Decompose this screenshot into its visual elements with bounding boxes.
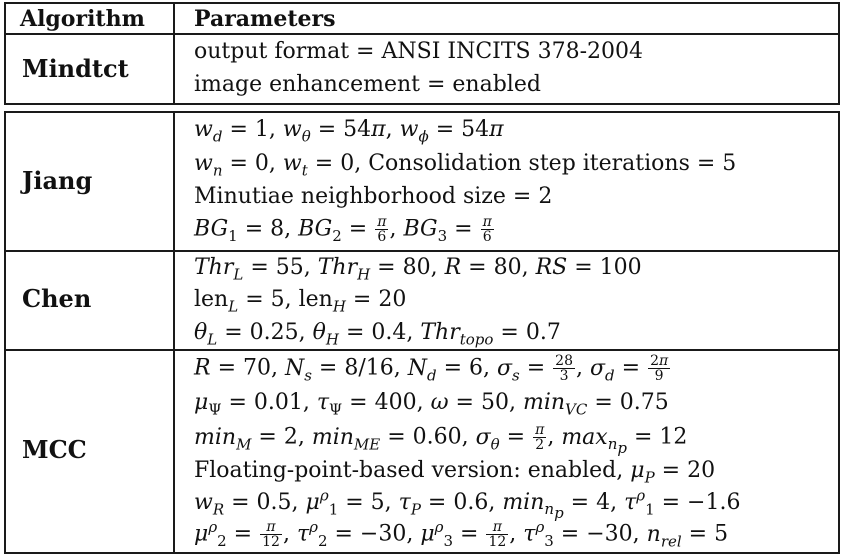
- mindtct-param-2: image enhancement = enabled: [194, 72, 541, 97]
- chen-param-3: $\theta_L = 0.25$, $\theta_H = 0.4$, Thr$_{topo}$ = 0.7: [194, 320, 561, 349]
- column-rule: [173, 111, 175, 554]
- jiang-param-3: Minutiae neighborhood size = 2: [194, 184, 553, 209]
- column-rule-top: [173, 2, 175, 105]
- mcc-param-2: $\mu_\Psi = 0.01$, $\tau_\Psi = 400$, ω = 50, $\min_{VC} = 0.75$: [194, 390, 669, 419]
- mcc-param-6: $\mu^\rho_2$ = $\frac{\pi}{12}$ , $\tau^\rho_2 = -30$, $\mu^\rho_3$ = $\frac{\pi}{12}$ , $\tau^\rho_3 = -30$, $n_{rel} = 5$: [194, 518, 729, 550]
- jiang-bottom-rule: [4, 250, 840, 252]
- algorithm-mindtct: Mindtct: [22, 54, 129, 83]
- algorithm-mcc: MCC: [22, 435, 87, 464]
- left-rule-top: [4, 2, 6, 105]
- chen-param-2: len$_L$ = 5, len$_H$ = 20: [194, 287, 407, 316]
- jiang-param-1: $w_d = 1$, $w_\theta = 54\pi$, $w_\phi = 54\pi$: [194, 117, 504, 146]
- algorithm-chen: Chen: [22, 284, 92, 313]
- jiang-param-2: $w_n = 0$, $w_t = 0$, Consolidation step iterations = 5: [194, 151, 737, 180]
- mcc-param-4: Floating-point-based version: enabled, $\mu_P = 20$: [194, 458, 716, 487]
- header-algorithm: Algorithm: [20, 6, 145, 32]
- header-rule: [4, 33, 840, 35]
- algorithm-jiang: Jiang: [22, 166, 93, 195]
- left-rule: [4, 111, 6, 554]
- parameters-table: [4, 2, 840, 554]
- mindtct-param-1: output format = ANSI INCITS 378-2004: [194, 39, 643, 64]
- header-parameters: Parameters: [194, 6, 336, 32]
- jiang-top-rule: [4, 111, 840, 113]
- chen-param-1: Thr$_L$ = 55, Thr$_H$ = 80, R = 80, RS = 100: [194, 255, 642, 284]
- table-top-rule: [4, 2, 840, 4]
- jiang-param-4: $BG_1 = 8$, $BG_2$ = $\frac{\pi}{6}$ , $BG_3$ = $\frac{\pi}{6}$: [194, 214, 492, 245]
- mcc-param-3: $\min_M = 2$, $\min_{ME} = 0.60$, $\sigma_\theta$ = $\frac{\pi}{2}$ , $\max_{n_p} = 12$: [194, 422, 688, 457]
- mindtct-bottom-rule: [4, 103, 840, 105]
- right-rule: [838, 111, 840, 554]
- chen-bottom-rule: [4, 349, 840, 351]
- table-bottom-rule: [4, 552, 840, 554]
- mcc-param-5: $w_R = 0.5$, $\mu^\rho_1 = 5$, $\tau_P = 0.6$, $\min_{n_p} = 4$, $\tau^\rho_1 = -1.6$: [194, 486, 741, 523]
- right-rule-top: [838, 2, 840, 105]
- mcc-param-1: R = 70, $N_s = 8/16$, $N_d = 6$, $\sigma_s$ = $\frac{28}{3}$ , $\sigma_d$ = $\frac{2\pi}{9}$: [194, 353, 669, 384]
